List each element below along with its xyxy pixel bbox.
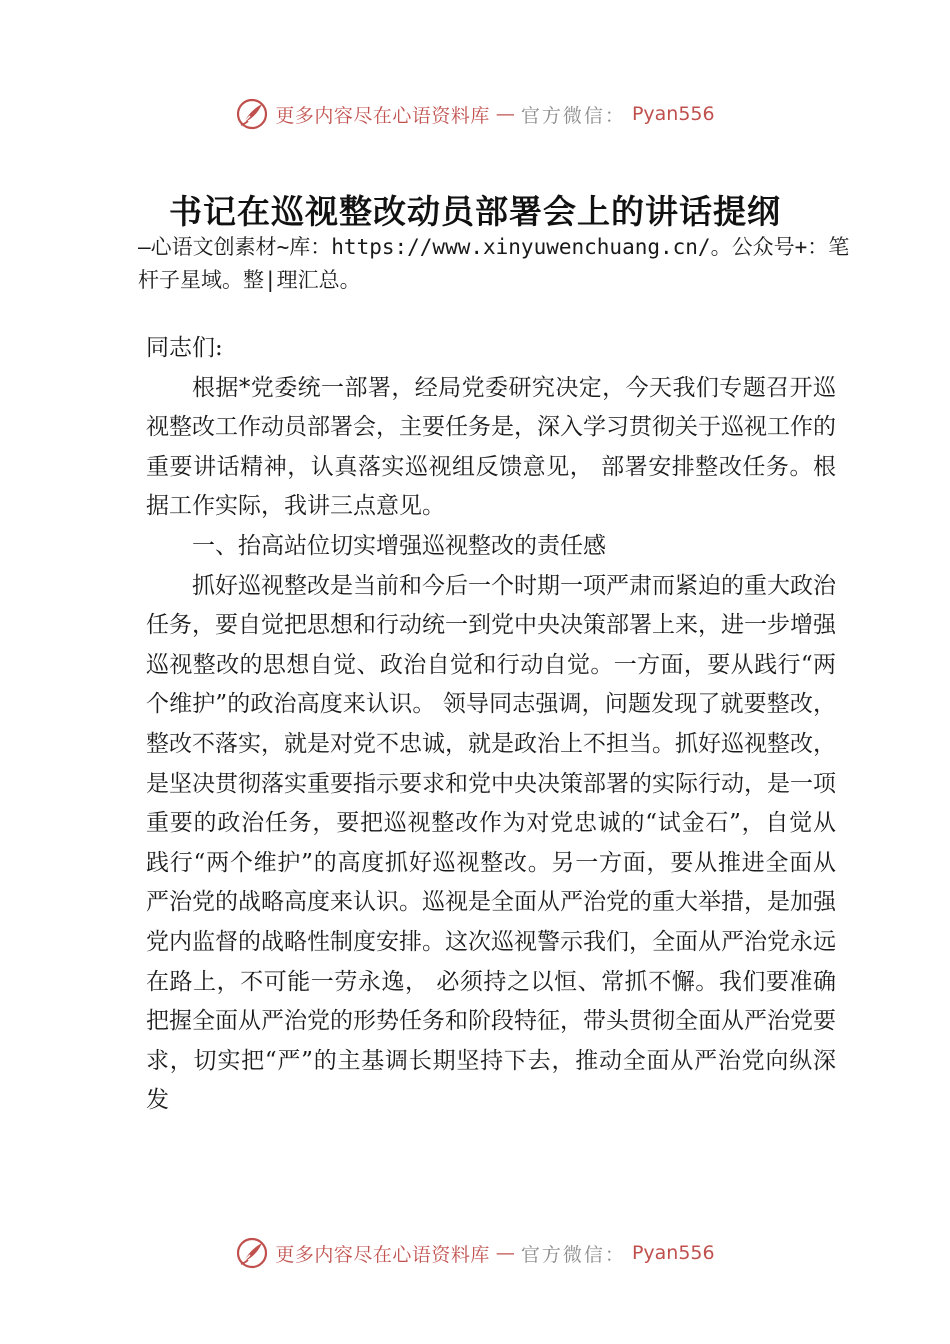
footer-banner: [0, 1233, 950, 1273]
source-line: —心语文创素材~库：https://www.xinyuwenchuang.cn/。公众号+：笔杆子星域。整|理汇总。: [138, 235, 850, 292]
document-title: 书记在巡视整改动员部署会上的讲话提纲: [169, 192, 781, 231]
quill-pen-logo-icon: [235, 1236, 269, 1270]
header-banner: [0, 94, 950, 134]
paragraph-intro: 根据*党委统一部署，经局党委研究决定，今天我们专题召开巡视整改工作动员部署会，主要任务是，深入学习贯彻关于巡视工作的重要讲话精神，认真落实巡视组反馈意见， 部署安排整改任务。根据工作实际，我讲三点意见。: [146, 374, 836, 520]
document-body: [146, 329, 836, 1121]
banner-wechat-id: Pyan556: [631, 1242, 715, 1264]
banner-wechat-label: 官方微信：: [520, 1243, 626, 1266]
banner-text: 更多内容尽在心语资料库: [275, 104, 490, 127]
banner-text: 更多内容尽在心语资料库: [275, 1243, 490, 1266]
section-heading-1: 一、抬高站位切实增强巡视整改的责任感: [192, 532, 606, 559]
banner-wechat-label: 官方微信：: [520, 104, 626, 127]
banner-separator: —: [495, 103, 515, 125]
salutation: 同志们:: [146, 335, 223, 361]
banner-separator: —: [495, 1242, 515, 1264]
paragraph-section-1: 抓好巡视整改是当前和今后一个时期一项严肃而紧迫的重大政治任务，要自觉把思想和行动统一到党中央决策部署上来，进一步增强巡视整改的思想自觉、政治自觉和行动自觉。一方面，要从践行“两个维护”的政治高度来认识。 领导同志强调，问题发现了就要整改，整改不落实，就是对党不忠诚，就是政治上不担当。抓好巡视整改，是坚决贯彻落实重要指示要求和党中央决策部署的实际行动，是一项重要的政治任务，要把巡视整改作为对党忠诚的“试金石”，自觉从践行“两个维护”的高度抓好巡视整改。另一方面，要从推进全面从严治党的战略高度来认识。巡视是全面从严治党的重大举措，是加强党内监督的战略性制度安排。这次巡视警示我们，全面从严治党永远在路上，不可能一劳永逸， 必须持之以恒、常抓不懈。我们要准确把握全面从严治党的形势任务和阶段特征，带头贯彻全面从严治党要求，切实把“严”的主基调长期坚持下去，推动全面从严治党向纵深发: [146, 572, 836, 1114]
banner-wechat-id: Pyan556: [631, 103, 715, 125]
quill-pen-logo-icon: [235, 97, 269, 131]
